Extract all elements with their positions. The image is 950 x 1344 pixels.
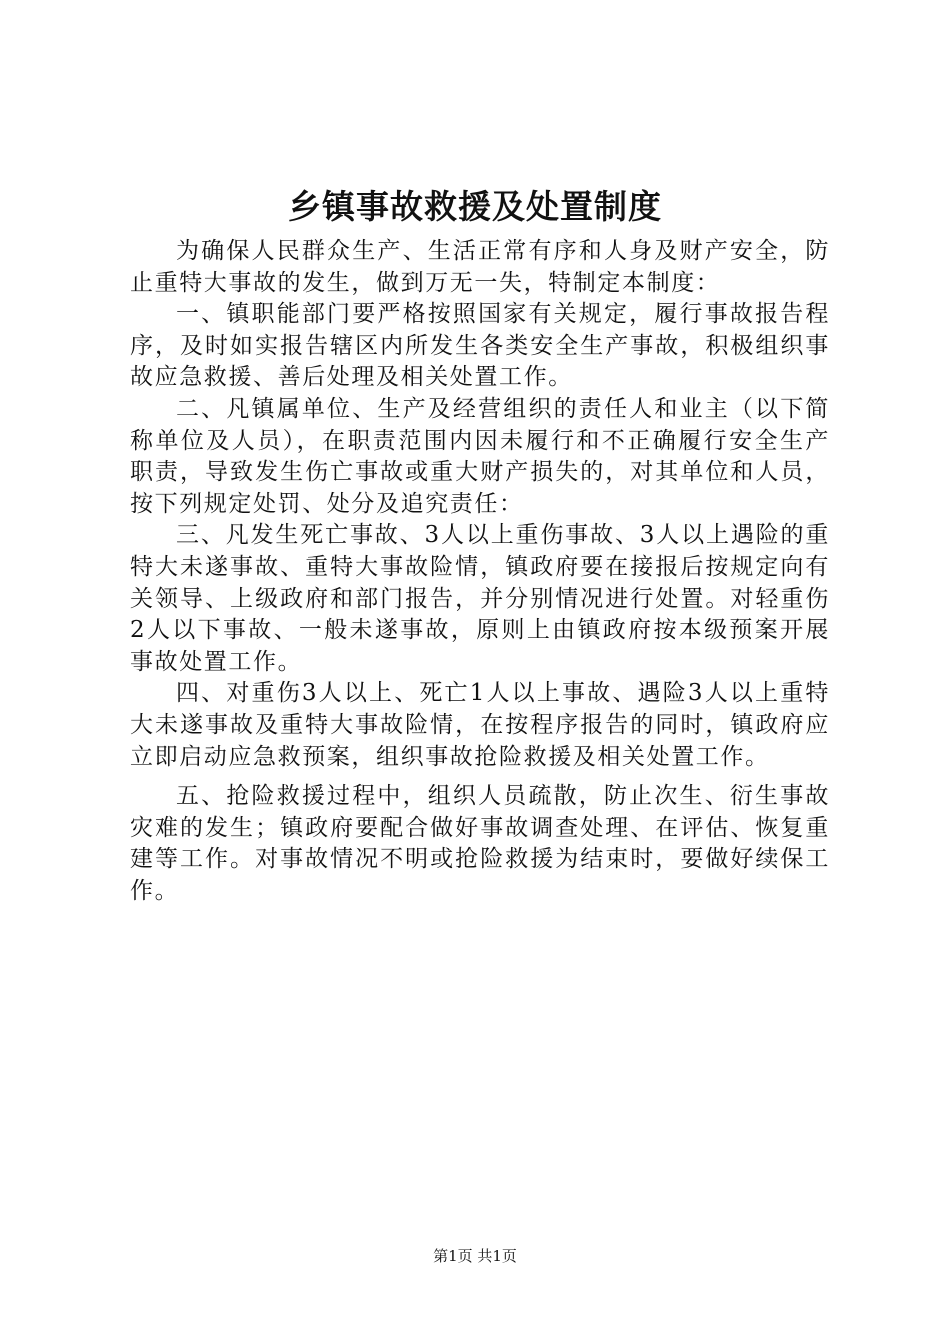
paragraph-item-5: 五、抢险救援过程中，组织人员疏散，防止次生、衍生事故灾难的发生；镇政府要配合做好事故调查处理、在评估、恢复重建等工作。对事故情况不明或抢险救援为结束时，要做好续保工作。 <box>130 783 830 904</box>
document-title: 乡镇事故救援及处置制度 <box>288 187 662 226</box>
paragraph-item-2: 二、凡镇属单位、生产及经营组织的责任人和业主（以下简称单位及人员），在职责范围内因未履行和不正确履行安全生产职责，导致发生伤亡事故或重大财产损失的，对其单位和人员，按下列规定处罚、处分及追究责任： <box>130 395 830 517</box>
paragraph-item-4: 四、对重伤3人以上、死亡1人以上事故、遇险3人以上重特大未遂事故及重特大事故险情，在按程序报告的同时，镇政府应立即启动应急救预案，组织事故抢险救援及相关处置工作。 <box>130 680 830 770</box>
paragraph-item-3: 三、凡发生死亡事故、3人以上重伤事故、3人以上遇险的重特大未遂事故、重特大事故险情，镇政府要在接报后按规定向有关领导、上级政府和部门报告，并分别情况进行处置。对轻重伤2人以下事故、一般未遂事故，原则上由镇政府按本级预案开展事故处置工作。 <box>130 522 830 675</box>
paragraph-intro: 为确保人民群众生产、生活正常有序和人身及财产安全，防止重特大事故的发生，做到万无一失，特制定本制度： <box>130 238 830 296</box>
page-footer: 第1页 共1页 <box>433 1247 517 1265</box>
paragraph-item-1: 一、镇职能部门要严格按照国家有关规定，履行事故报告程序，及时如实报告辖区内所发生各类安全生产事故，积极组织事故应急救援、善后处理及相关处置工作。 <box>130 301 830 391</box>
document-body <box>130 236 830 907</box>
